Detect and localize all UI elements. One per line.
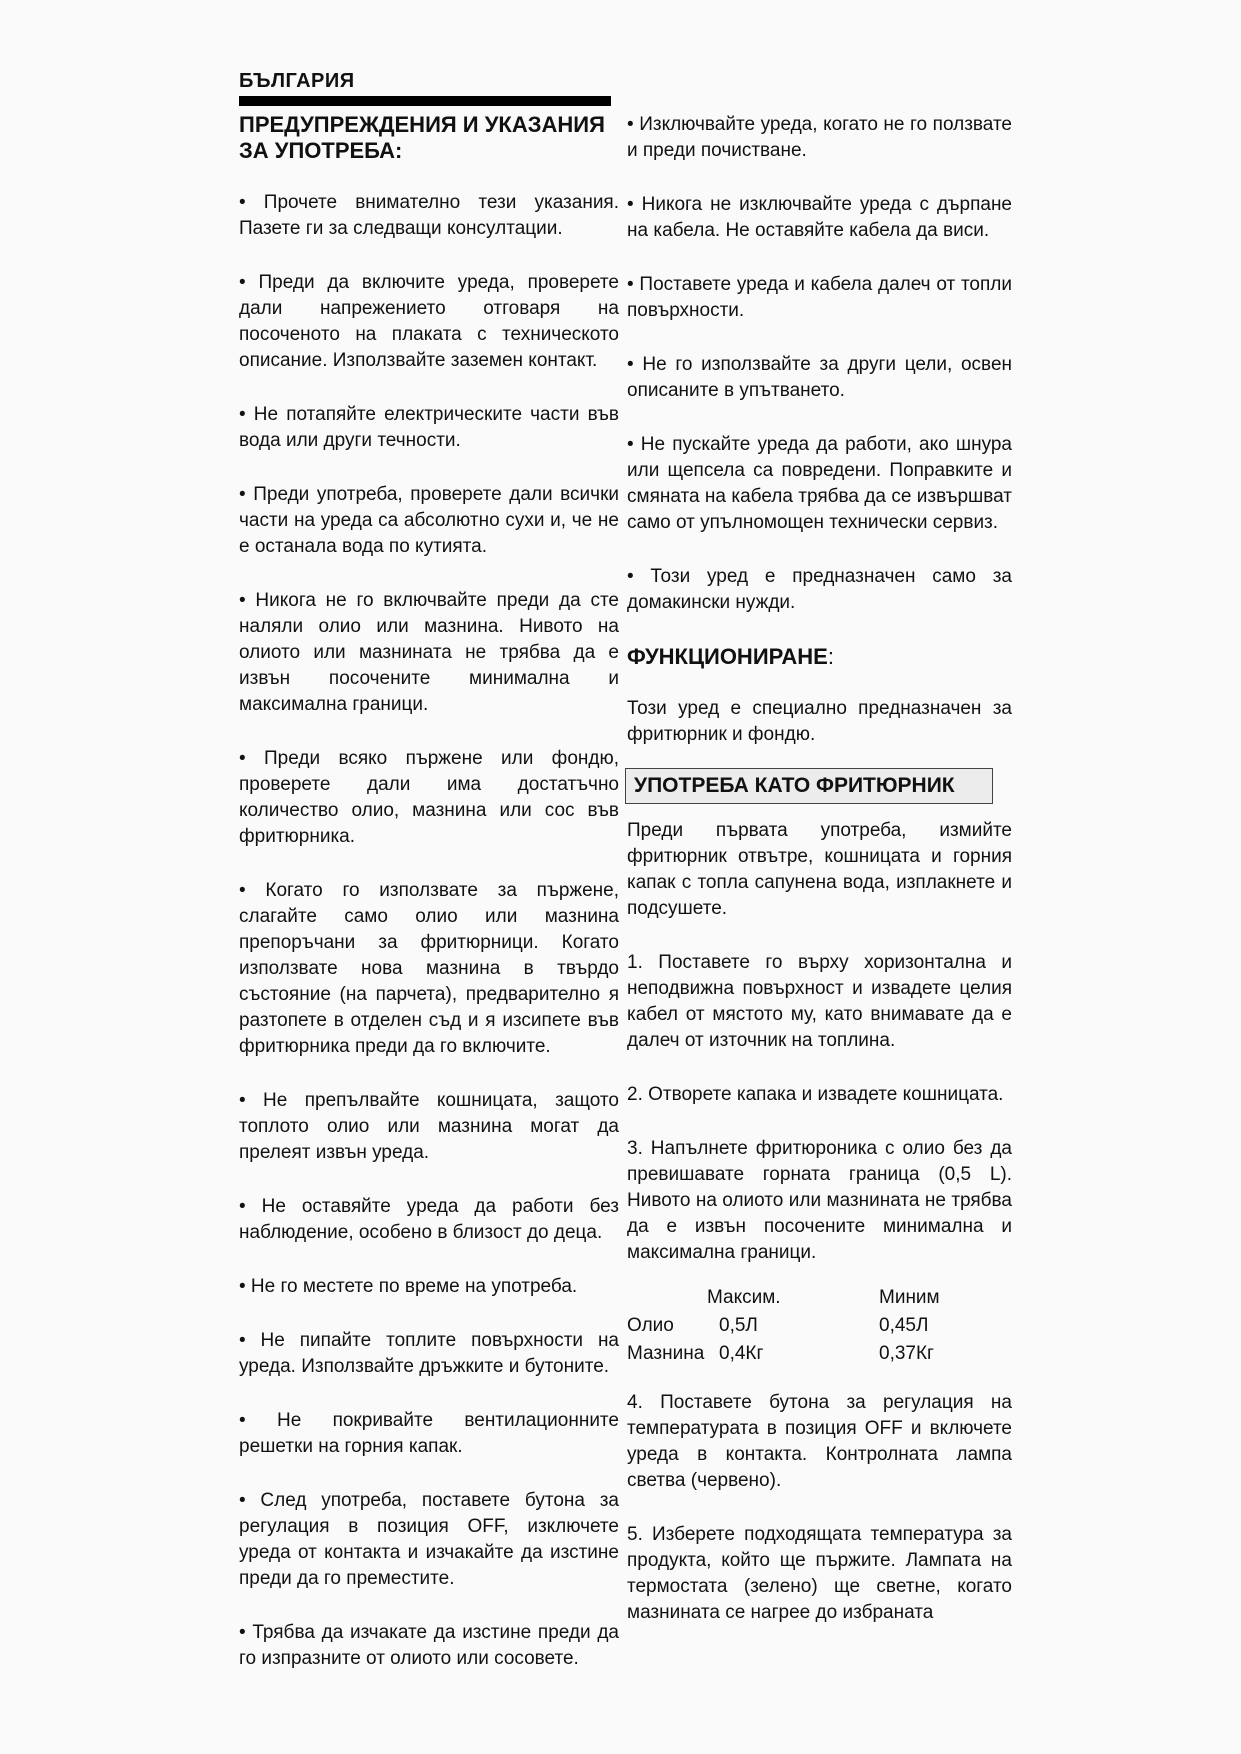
warnings-heading <box>239 112 619 164</box>
table-cell-label: Олио <box>627 1315 674 1336</box>
warning-item: • Поставете уреда и кабела далеч от топли повърхности. <box>627 274 1012 321</box>
usage-step-1: 1. Поставете го върху хоризонтална и неподвижна повърхност и извадете целия кабел от мястото му, като внимавате да е далеч от източник на топлина. <box>627 952 1012 1051</box>
usage-intro: Преди първата употреба, измийте фритюрник отвътре, кошницата и горния капак с топла сапунена вода, изплакнете и подсушете. <box>627 820 1012 919</box>
table-cell-label: Мазнина <box>627 1343 705 1364</box>
usage-step-3: 3. Напълнете фритюроника с олио без да превишавате горната граница (0,5 L). Нивото на олиото или мазнината не трябва да е извън посочените минимална и максимална граници. <box>627 1138 1012 1263</box>
warning-item: • Никога не го включвайте преди да сте наляли олио или мазнина. Нивото на олиото или мазнината не трябва да е извън посочените минимална и максимална граници. <box>239 590 619 715</box>
warning-item: • Изключвайте уреда, когато не го ползвате и преди почистване. <box>627 114 1012 161</box>
usage-step-5: 5. Изберете подходящата температура за продукта, който ще пържите. Лампата на термостата (зелено) ще светне, когато мазнината се нагрее до избраната <box>627 1524 1012 1623</box>
table-row <box>627 1312 940 1340</box>
table-header-min: Миним <box>879 1287 940 1308</box>
warning-item: • Не пускайте уреда да работи, ако шнура или щепсела са повредени. Поправките и смяната на кабела трябва да се извършват само от упълномощен технически сервиз. <box>627 434 1012 533</box>
warning-item: • Не оставяйте уреда да работи без наблюдение, особено в близост до деца. <box>239 1196 619 1243</box>
warning-item: • Когато го използвате за пържене, слагайте само олио или мазнина препоръчани за фритюрници. Когато използвате нова мазнина в твърдо състояние (на парчета), предварително я разтопете в отделен съд и я изсипете във фритюрника преди да го включите. <box>239 880 619 1057</box>
language-label: БЪЛГАРИЯ <box>239 70 355 92</box>
warning-item: • След употреба, поставете бутона за регулация в позиция OFF, изключете уреда от контакта и изчакайте да изстине преди да го преместите. <box>239 1490 619 1589</box>
warning-item: • Този уред е предназначен само за домакински нужди. <box>627 566 1012 613</box>
table-header-row <box>627 1284 940 1312</box>
table-header-max: Максим. <box>707 1287 781 1308</box>
warning-item: • Прочете внимателно тези указания. Пазете ги за следващи консултации. <box>239 192 619 239</box>
table-cell-max: 0,5Л <box>719 1315 758 1336</box>
usage-step-2: 2. Отворете капака и извадете кошницата. <box>627 1084 1004 1105</box>
table-row <box>627 1340 940 1368</box>
warning-item: • Не го местете по време на употреба. <box>239 1276 578 1297</box>
warning-item: • Преди да включите уреда, проверете дали напрежението отговаря на посоченото на плаката с техническото описание. Използвайте заземен контакт. <box>239 272 619 371</box>
warning-item: • Не пипайте топлите повърхности на уреда. Използвайте дръжките и бутоните. <box>239 1330 619 1377</box>
warning-item: • Не го използвайте за други цели, освен описаните в упътването. <box>627 354 1012 401</box>
function-text: Този уред е специално предназначен за фритюрник и фондю. <box>627 698 1012 745</box>
function-heading-text: ФУНКЦИОНИРАНЕ <box>627 644 828 669</box>
warning-item: • Не препълвайте кошницата, защото топлото олио или мазнина могат да прелеят извън уреда. <box>239 1090 619 1163</box>
warning-item: • Не потапяйте електрическите части във вода или други течности. <box>239 404 619 451</box>
oil-capacity-table <box>627 1284 940 1368</box>
usage-heading: УПОТРЕБА КАТО ФРИТЮРНИК <box>625 768 993 804</box>
table-cell-min: 0,37Кг <box>879 1343 934 1364</box>
warnings-heading-line2: ЗА УПОТРЕБА: <box>239 138 403 163</box>
table-header-empty <box>627 1284 707 1312</box>
table-cell-max: 0,4Кг <box>719 1343 764 1364</box>
warning-item: • Никога не изключвайте уреда с дърпане на кабела. Не оставяйте кабела да виси. <box>627 194 1012 241</box>
right-column <box>627 112 1012 1654</box>
warning-item: • Преди употреба, проверете дали всички части на уреда са абсолютно сухи и, че не е останала вода по кутията. <box>239 484 619 557</box>
usage-step-4: 4. Поставете бутона за регулация на температурата в позиция OFF и включете уреда в контакта. Контролната лампа светва (червено). <box>627 1392 1012 1491</box>
warnings-heading-line1: ПРЕДУПРЕЖДЕНИЯ И УКАЗАНИЯ <box>239 112 605 137</box>
function-heading-colon: : <box>827 644 834 669</box>
left-column <box>239 112 619 1700</box>
header-rule <box>239 96 611 106</box>
function-heading <box>627 644 1012 670</box>
warning-item: • Не покривайте вентилационните решетки на горния капак. <box>239 1410 619 1457</box>
warning-item: • Трябва да изчакате да изстине преди да го изпразните от олиото или сосовете. <box>239 1622 619 1669</box>
warning-item: • Преди всяко пържене или фондю, проверете дали има достатъчно количество олио, мазнина или сос във фритюрника. <box>239 748 619 847</box>
table-cell-min: 0,45Л <box>879 1315 929 1336</box>
